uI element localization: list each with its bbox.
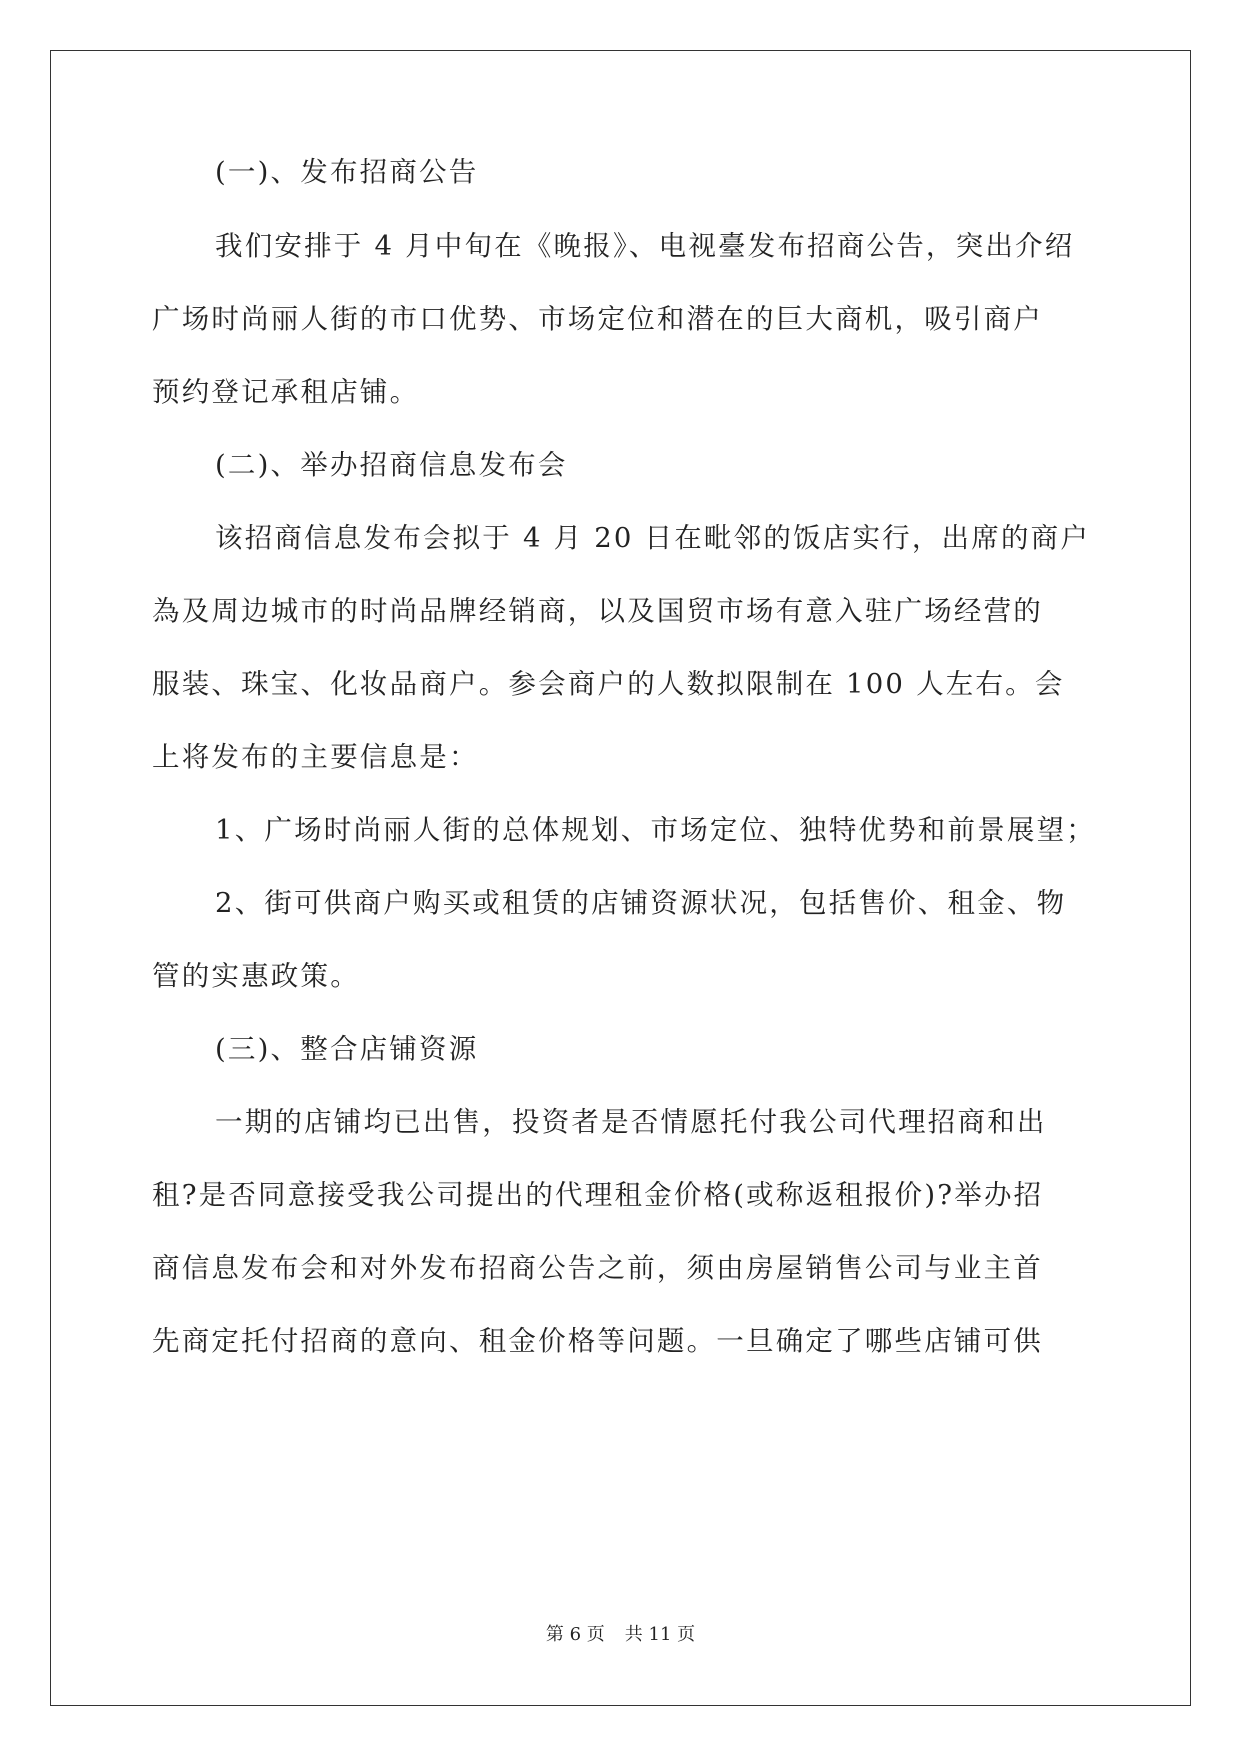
paragraph-line: 為及周边城市的时尚品牌经销商，以及国贸市场有意入驻广场经营的	[152, 595, 1043, 627]
paragraph-line: 服装、珠宝、化妆品商户。参会商户的人数拟限制在 100 人左右。会	[152, 668, 1065, 700]
page-number: 第 6 页	[545, 1624, 605, 1645]
paragraph-line: 商信息发布会和对外发布招商公告之前，须由房屋销售公司与业主首	[152, 1252, 1043, 1284]
paragraph-line: 我们安排于 4 月中旬在《晚报》、电视臺发布招商公告，突出介绍	[215, 230, 1075, 262]
section-heading-2: (二)、举办招商信息发布会	[215, 449, 568, 481]
paragraph-line: 先商定托付招商的意向、租金价格等问题。一旦确定了哪些店铺可供	[152, 1325, 1043, 1357]
paragraph-line: 上将发布的主要信息是：	[152, 741, 479, 773]
page-total: 共 11 页	[624, 1624, 696, 1645]
section-heading-1: (一)、发布招商公告	[215, 156, 479, 188]
list-item-1: 1、广场时尚丽人街的总体规划、市场定位、独特优势和前景展望；	[215, 814, 1096, 846]
paragraph-line: 广场时尚丽人街的市口优势、市场定位和潜在的巨大商机，吸引商户	[152, 303, 1043, 335]
paragraph-line: 管的实惠政策。	[152, 960, 360, 992]
page-border	[50, 50, 1191, 1706]
paragraph-line: 该招商信息发布会拟于 4 月 20 日在毗邻的饭店实行，出席的商户	[215, 522, 1091, 554]
paragraph-line: 租?是否同意接受我公司提出的代理租金价格(或称返租报价)?举办招	[152, 1179, 1044, 1211]
paragraph-line: 一期的店铺均已出售，投资者是否情愿托付我公司代理招商和出	[215, 1106, 1047, 1138]
list-item-2: 2、街可供商户购买或租赁的店铺资源状况，包括售价、租金、物	[215, 887, 1067, 919]
section-heading-3: (三)、整合店铺资源	[215, 1033, 479, 1065]
paragraph-line: 预约登记承租店铺。	[152, 376, 420, 408]
page-footer	[0, 1620, 1241, 1646]
